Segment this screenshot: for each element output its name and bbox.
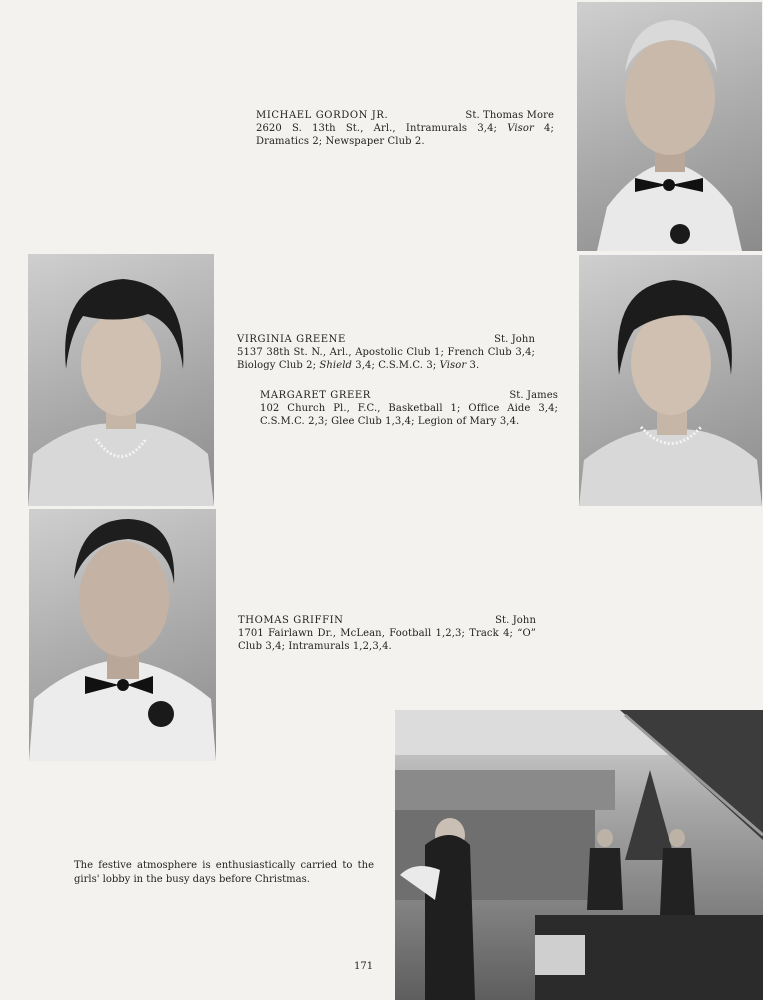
portrait-michael-gordon <box>577 2 762 251</box>
student-name: MICHAEL GORDON JR. <box>256 110 389 121</box>
student-activities: 2620 S. 13th St., Arl., Intramurals 3,4; Visor 4; Dramatics 2; Newspaper Club 2. <box>256 123 554 147</box>
girl-portrait-illustration <box>579 255 762 506</box>
girl-portrait-illustration <box>28 254 214 506</box>
student-activities: 5137 38th St. N., Arl., Apostolic Club 1; French Club 3,4; Biology Club 2; Shield 3,4; C.S.M.C. 3; Visor 3. <box>237 347 535 371</box>
lobby-scene-photo <box>395 710 763 1000</box>
student-activities: 1701 Fairlawn Dr., McLean, Football 1,2,3; Track 4; “O” Club 3,4; Intramurals 1,2,3,4. <box>238 628 536 652</box>
portrait-margaret-greer <box>579 255 762 506</box>
publication-name: Shield <box>319 360 353 371</box>
student-parish: St. Thomas More <box>465 110 554 121</box>
publication-name: Visor <box>439 360 467 371</box>
student-entry <box>256 109 554 148</box>
page-number: 171 <box>354 961 374 972</box>
student-activities: 102 Church Pl., F.C., Basketball 1; Office Aide 3,4; C.S.M.C. 2,3; Glee Club 1,3,4; Legion of Mary 3,4. <box>260 403 558 427</box>
lobby-scene-illustration <box>395 710 763 1000</box>
boy-portrait-illustration <box>29 509 216 761</box>
student-entry <box>260 389 558 428</box>
student-parish: St. John <box>495 615 536 626</box>
boy-portrait-illustration <box>577 2 762 251</box>
student-entry <box>238 614 536 653</box>
publication-name: Visor <box>507 123 534 134</box>
student-name: THOMAS GRIFFIN <box>238 615 344 626</box>
student-parish: St. John <box>494 334 535 345</box>
student-name: MARGARET GREER <box>260 390 371 401</box>
student-parish: St. James <box>509 390 558 401</box>
photo-caption: The festive atmosphere is enthusiastically carried to the girls' lobby in the busy days before Christmas. <box>74 860 374 885</box>
student-entry <box>237 333 535 372</box>
student-name: VIRGINIA GREENE <box>237 334 346 345</box>
portrait-thomas-griffin <box>29 509 216 761</box>
portrait-virginia-greene <box>28 254 214 506</box>
